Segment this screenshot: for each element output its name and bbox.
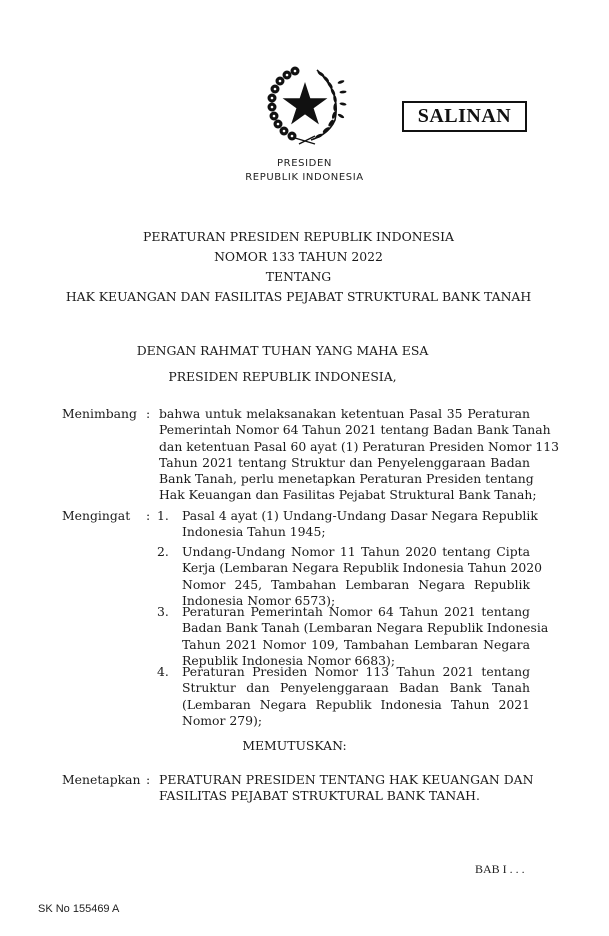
text-line: Republik Indonesia Nomor 6683); (182, 652, 396, 668)
mengingat-item-3 (182, 604, 549, 669)
regulation-tentang: TENTANG (265, 269, 332, 284)
text-line: Indonesia Tahun 1945; (182, 524, 326, 540)
preamble-president: PRESIDEN REPUBLIK INDONESIA, (168, 369, 397, 384)
text-line: Bank Tanah, perlu menetapkan Peraturan Presiden tentang (159, 471, 534, 487)
mengingat-item-4 (182, 664, 530, 729)
text-line: Nomor 279); (182, 712, 263, 728)
text-line: (Lembaran Negara Republik Indonesia Tahun 2021 (182, 696, 530, 712)
text-line: Struktur dan Penyelenggaraan Badan Bank Tanah (182, 680, 530, 696)
presidential-emblem-icon (255, 62, 355, 146)
mengingat-item-1 (182, 508, 538, 541)
text-line: Tahun 2021 tentang Struktur dan Penyelenggaraan Badan (159, 454, 530, 470)
memutuskan-heading: MEMUTUSKAN: (242, 738, 347, 753)
text-line: bahwa untuk melaksanakan ketentuan Pasal 35 Peraturan (159, 406, 530, 421)
menetapkan-label: Menetapkan (62, 772, 141, 787)
menimbang-text (159, 406, 560, 504)
text-line: Kerja (Lembaran Negara Republik Indonesia Tahun 2020 (182, 560, 542, 576)
mengingat-label: Mengingat (62, 508, 131, 523)
mengingat-colon: : (146, 508, 151, 523)
menetapkan-colon: : (146, 772, 151, 787)
text-line: Nomor 245, Tambahan Lembaran Negara Republik (182, 576, 530, 592)
text-line: FASILITAS PEJABAT STRUKTURAL BANK TANAH. (159, 788, 480, 804)
list-number: 4. (157, 664, 169, 679)
text-line: Hak Keuangan dan Fasilitas Pejabat Struktural Bank Tanah; (159, 487, 537, 503)
sk-number: SK No 155469 A (38, 903, 120, 915)
menimbang-label: Menimbang (62, 406, 137, 421)
text-line: Undang-Undang Nomor 11 Tahun 2020 tentang Cipta (182, 544, 530, 559)
text-line: Peraturan Pemerintah Nomor 64 Tahun 2021 tentang (182, 604, 530, 619)
text-line: Badan Bank Tanah (Lembaran Negara Republik Indonesia (182, 620, 549, 636)
text-line: Peraturan Presiden Nomor 113 Tahun 2021 tentang (182, 664, 530, 679)
preamble-invocation: DENGAN RAHMAT TUHAN YANG MAHA ESA (136, 343, 429, 358)
menetapkan-text (159, 772, 534, 805)
text-line: Pemerintah Nomor 64 Tahun 2021 tentang Badan Bank Tanah (159, 422, 551, 438)
text-line: Tahun 2021 Nomor 109, Tambahan Lembaran Negara (182, 636, 530, 652)
text-line: dan ketentuan Pasal 60 ayat (1) Peraturan Presiden Nomor 113 (159, 438, 560, 454)
text-line: Indonesia Nomor 6573); (182, 592, 336, 608)
list-number: 2. (157, 544, 169, 559)
regulation-type: PERATURAN PRESIDEN REPUBLIK INDONESIA (142, 229, 454, 244)
office-label-presiden: PRESIDEN (277, 158, 332, 169)
text-line: Pasal 4 ayat (1) Undang-Undang Dasar Negara Republik (182, 508, 538, 523)
text-line: PERATURAN PRESIDEN TENTANG HAK KEUANGAN DAN (159, 772, 534, 787)
regulation-number: NOMOR 133 TAHUN 2022 (214, 249, 383, 264)
salinan-stamp: SALINAN (402, 101, 527, 132)
mengingat-item-2 (182, 544, 542, 609)
menimbang-colon: : (146, 406, 151, 421)
office-label-republik: REPUBLIK INDONESIA (245, 172, 364, 183)
next-page-marker: BAB I . . . (475, 862, 525, 876)
list-number: 1. (157, 508, 169, 523)
regulation-subject: HAK KEUANGAN DAN FASILITAS PEJABAT STRUKTURAL BANK TANAH (65, 289, 532, 304)
list-number: 3. (157, 604, 169, 619)
